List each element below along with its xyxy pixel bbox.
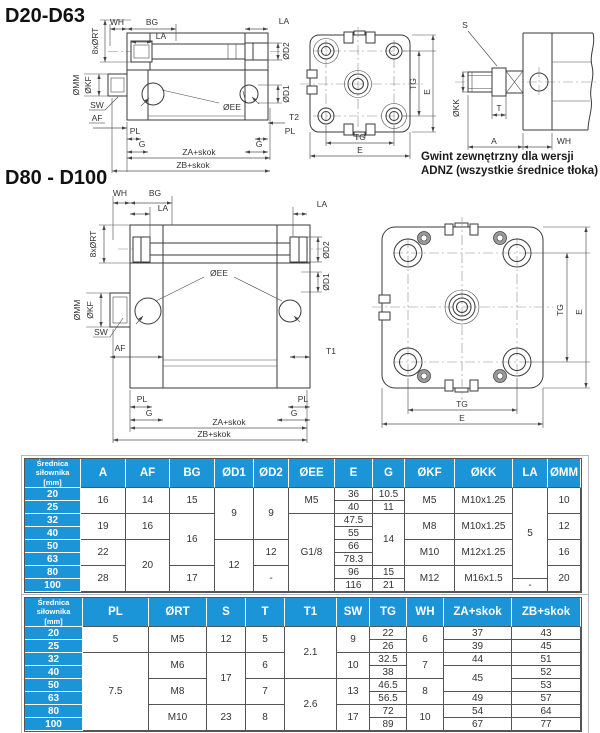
data-cell: 15 xyxy=(373,566,405,579)
data-cell: 12 xyxy=(215,540,254,592)
data-cell: 5 xyxy=(83,627,149,653)
data-cell: 38 xyxy=(370,666,407,679)
data-cell: 6 xyxy=(246,653,285,679)
data-cell: 14 xyxy=(126,488,170,514)
data-cell: M5 xyxy=(149,627,207,653)
data-cell: 10 xyxy=(337,653,370,679)
data-cell: 17 xyxy=(170,566,215,592)
front-view-d80-d100 xyxy=(372,217,590,428)
table1-corner-header xyxy=(25,459,81,488)
data-cell: 89 xyxy=(370,718,407,731)
col-header: BG xyxy=(170,459,215,488)
dia-cell: 100 xyxy=(25,579,81,592)
data-cell: G1/8 xyxy=(289,514,335,592)
col-header: A xyxy=(81,459,126,488)
dim-label-zb-d80: ZB+skok xyxy=(197,429,231,439)
col-header: E xyxy=(335,459,373,488)
data-cell: 54 xyxy=(444,705,512,718)
dimension-table-1 xyxy=(21,455,589,596)
data-cell: M5 xyxy=(289,488,335,514)
data-cell: 52 xyxy=(512,666,581,679)
data-cell: M10x1.25 xyxy=(455,514,513,540)
data-cell: 12 xyxy=(207,627,246,653)
dim-label-g-d80-left: G xyxy=(145,408,153,418)
col-header: WH xyxy=(407,598,444,627)
dim-label-wh-d80: WH xyxy=(112,188,128,198)
dim-label-e-bottom-d80: E xyxy=(459,413,465,423)
data-cell: 51 xyxy=(512,653,581,666)
col-header: LA xyxy=(513,459,548,488)
front-view-d20-d63 xyxy=(300,27,436,159)
data-cell: 116 xyxy=(335,579,373,592)
dim-label-wh: WH xyxy=(109,17,125,27)
dim-label-8xrt-d80: 8xØRT xyxy=(88,230,98,258)
data-cell: 2.1 xyxy=(285,627,337,679)
dim-label-za: ZA+skok xyxy=(182,147,216,157)
dim-label-t: T xyxy=(496,103,502,113)
col-header: SW xyxy=(337,598,370,627)
corner-line: siłownika xyxy=(35,468,70,478)
corner-line: [mm] xyxy=(43,477,62,487)
data-cell: M10 xyxy=(149,705,207,731)
rod-end-detail-adnz xyxy=(451,20,598,150)
data-cell: 56.5 xyxy=(370,692,407,705)
section-title-d20-d63: D20-D63 xyxy=(5,5,86,27)
dim-label-g-d80-right: G xyxy=(290,408,298,418)
data-cell: 22 xyxy=(370,627,407,640)
col-header: ØKK xyxy=(455,459,513,488)
col-header: PL xyxy=(83,598,149,627)
data-cell: 20 xyxy=(548,566,581,592)
data-cell: - xyxy=(254,566,289,592)
data-cell: 12 xyxy=(254,540,289,566)
dim-label-tg-vert: TG xyxy=(408,78,418,90)
data-cell: 26 xyxy=(370,640,407,653)
dim-label-la-d80-left: LA xyxy=(157,203,169,213)
data-cell: M6 xyxy=(149,653,207,679)
dia-cell: 63 xyxy=(25,692,83,705)
col-header: ØMM xyxy=(548,459,581,488)
corner-line: Średnica xyxy=(37,598,70,607)
data-cell: 77 xyxy=(512,718,581,731)
data-cell: 5 xyxy=(513,488,548,579)
data-cell: 16 xyxy=(81,488,126,514)
data-cell: 64 xyxy=(512,705,581,718)
dia-cell: 32 xyxy=(25,514,81,527)
data-cell: 9 xyxy=(337,627,370,653)
data-cell: 8 xyxy=(407,679,444,705)
data-cell: 5 xyxy=(246,627,285,653)
data-cell: 9 xyxy=(254,488,289,540)
dia-cell: 80 xyxy=(25,705,83,718)
dim-label-bg-d80: BG xyxy=(148,188,162,198)
data-cell: M10 xyxy=(405,540,455,566)
data-cell: M10x1.25 xyxy=(455,488,513,514)
dim-label-a: A xyxy=(491,136,497,146)
dia-cell: 25 xyxy=(25,501,81,514)
data-cell: 45 xyxy=(444,666,512,692)
data-cell: 47.5 xyxy=(335,514,373,527)
dimension-table-2 xyxy=(21,594,589,733)
data-cell: 7 xyxy=(407,653,444,679)
dia-cell: 50 xyxy=(25,679,83,692)
dim-label-la-d80-right: LA xyxy=(316,199,328,209)
data-cell: 28 xyxy=(81,566,126,592)
data-cell: 7.5 xyxy=(83,653,149,731)
col-header: ØD2 xyxy=(254,459,289,488)
data-cell: M5 xyxy=(405,488,455,514)
dim-label-pl-d80-left: PL xyxy=(136,394,148,404)
data-cell: 45 xyxy=(512,640,581,653)
col-header: ZA+skok xyxy=(444,598,512,627)
dim-label-e-vert-d80: E xyxy=(574,309,584,315)
dia-cell: 20 xyxy=(25,627,83,640)
dim-label-g-right: G xyxy=(255,139,263,149)
dia-cell: 25 xyxy=(25,640,83,653)
data-cell: 66 xyxy=(335,540,373,553)
data-cell: 32.5 xyxy=(370,653,407,666)
data-cell: 10 xyxy=(407,705,444,731)
dim-label-ee: ØEE xyxy=(223,102,241,112)
data-cell: 9 xyxy=(215,488,254,540)
data-cell: 6 xyxy=(407,627,444,653)
data-cell: 10.5 xyxy=(373,488,405,501)
data-cell: 22 xyxy=(81,540,126,566)
data-cell: 43 xyxy=(512,627,581,640)
data-cell: - xyxy=(513,579,548,592)
dim-label-sw-d80: SW xyxy=(94,327,108,337)
data-cell: 46.5 xyxy=(370,679,407,692)
data-cell: 44 xyxy=(444,653,512,666)
data-cell: 37 xyxy=(444,627,512,640)
col-header: ØD1 xyxy=(215,459,254,488)
dim-label-kk: ØKK xyxy=(451,99,461,117)
data-cell: 78.3 xyxy=(335,553,373,566)
data-cell: 19 xyxy=(81,514,126,540)
col-header: ZB+skok xyxy=(512,598,581,627)
dim-label-bg: BG xyxy=(145,17,159,27)
dim-label-mm-d80: ØMM xyxy=(72,299,82,321)
col-header: S xyxy=(207,598,246,627)
data-cell: 15 xyxy=(170,488,215,514)
col-header: ØRT xyxy=(149,598,207,627)
dia-cell: 40 xyxy=(25,527,81,540)
data-cell: 96 xyxy=(335,566,373,579)
data-cell: 23 xyxy=(207,705,246,731)
dim-label-pl-right: PL xyxy=(284,126,296,136)
col-header: ØKF xyxy=(405,459,455,488)
side-view-d20-d63 xyxy=(71,16,299,173)
data-cell: 16 xyxy=(170,514,215,566)
dia-cell: 50 xyxy=(25,540,81,553)
data-cell: M8 xyxy=(405,514,455,540)
caption-line-2: ADNZ (wszystkie średnice tłoka) xyxy=(421,165,599,178)
data-cell: 13 xyxy=(337,679,370,705)
dim-label-t1: T1 xyxy=(326,346,336,356)
data-cell: 36 xyxy=(335,488,373,501)
data-cell: 40 xyxy=(335,501,373,514)
dia-cell: 20 xyxy=(25,488,81,501)
col-header: T1 xyxy=(285,598,337,627)
col-header: ØEE xyxy=(289,459,335,488)
dim-label-la-left: LA xyxy=(155,31,167,41)
data-cell: 16 xyxy=(548,540,581,566)
dia-cell: 80 xyxy=(25,566,81,579)
dim-label-e-vert: E xyxy=(422,89,432,95)
dim-label-8xrt: 8xØRT xyxy=(90,27,100,55)
col-header: G xyxy=(373,459,405,488)
dim-label-t2: T2 xyxy=(289,112,299,122)
dim-label-ee-d80: ØEE xyxy=(210,268,228,278)
col-header: TG xyxy=(370,598,407,627)
dim-label-kf: ØKF xyxy=(83,76,93,94)
data-cell: M16x1.5 xyxy=(455,566,513,592)
data-cell: 12 xyxy=(548,514,581,540)
dim-label-tg-bottom: TG xyxy=(354,132,366,142)
col-header: AF xyxy=(126,459,170,488)
dim-label-af: AF xyxy=(91,113,103,123)
dim-label-wh-rod: WH xyxy=(556,136,572,146)
data-cell: 14 xyxy=(373,514,405,566)
data-cell: 17 xyxy=(337,705,370,731)
data-cell: 10 xyxy=(548,488,581,514)
dim-label-tg-vert-d80: TG xyxy=(555,304,565,316)
data-cell: 57 xyxy=(512,692,581,705)
data-cell: 49 xyxy=(444,692,512,705)
dim-label-la-right: LA xyxy=(278,16,290,26)
dim-label-za-d80: ZA+skok xyxy=(212,417,246,427)
data-cell: 72 xyxy=(370,705,407,718)
dim-label-sw: SW xyxy=(90,100,104,110)
dia-cell: 40 xyxy=(25,666,83,679)
side-view-d80-d100 xyxy=(72,188,336,443)
dim-label-zb: ZB+skok xyxy=(176,160,210,170)
data-cell: 2.6 xyxy=(285,679,337,731)
dia-cell: 32 xyxy=(25,653,83,666)
dim-label-kf-d80: ØKF xyxy=(85,301,95,319)
section-title-d80-d100: D80 - D100 xyxy=(5,167,108,189)
data-cell: M12x1.25 xyxy=(455,540,513,566)
dim-label-d1-d80: ØD1 xyxy=(321,273,331,291)
dim-label-af-d80: AF xyxy=(114,343,126,353)
dia-cell: 100 xyxy=(25,718,83,731)
dim-label-d2-d80: ØD2 xyxy=(321,241,331,259)
corner-line: [mm] xyxy=(44,616,63,626)
dim-label-tg-bottom-d80: TG xyxy=(456,399,468,409)
data-cell: 16 xyxy=(126,514,170,540)
dim-label-d1: ØD1 xyxy=(281,85,291,103)
data-cell: 67 xyxy=(444,718,512,731)
dim-label-pl-d80-right: PL xyxy=(297,394,309,404)
data-cell: 39 xyxy=(444,640,512,653)
data-cell: 55 xyxy=(335,527,373,540)
dim-label-d2: ØD2 xyxy=(281,42,291,60)
data-cell: M12 xyxy=(405,566,455,592)
data-cell: 7 xyxy=(246,679,285,705)
data-cell: 17 xyxy=(207,653,246,705)
dim-label-pl-left: PL xyxy=(129,126,141,136)
data-cell: 20 xyxy=(126,540,170,592)
dia-cell: 63 xyxy=(25,553,81,566)
data-cell: M8 xyxy=(149,679,207,705)
dim-label-g-left: G xyxy=(138,139,146,149)
data-cell: 8 xyxy=(246,705,285,731)
dim-label-e-bottom: E xyxy=(357,145,363,155)
data-cell: 11 xyxy=(373,501,405,514)
data-cell: 53 xyxy=(512,679,581,692)
dim-label-s: S xyxy=(462,20,468,30)
caption-line-1: Gwint zewnętrzny dla wersji xyxy=(421,151,574,163)
corner-line: siłownika xyxy=(36,607,71,617)
corner-line: Średnica xyxy=(36,459,69,468)
data-cell: 21 xyxy=(373,579,405,592)
dim-label-mm: ØMM xyxy=(71,74,81,96)
table2-corner-header xyxy=(25,598,83,627)
col-header: T xyxy=(246,598,285,627)
